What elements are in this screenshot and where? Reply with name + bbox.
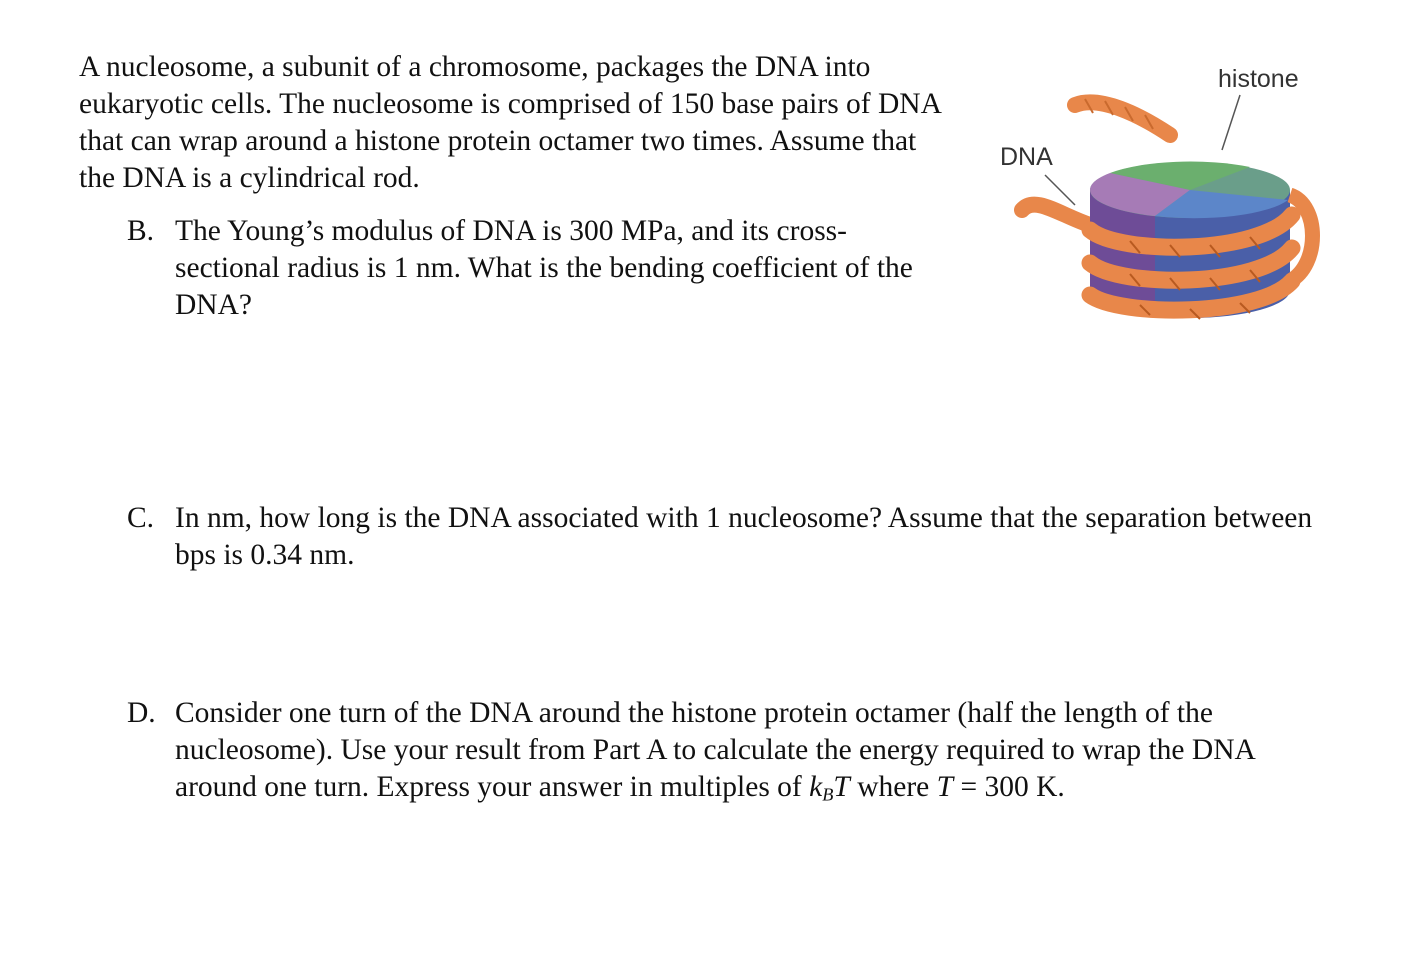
question-d-text	[175, 695, 1327, 814]
question-d	[127, 695, 1327, 814]
question-b-letter: B.	[127, 215, 155, 247]
histone-leader-line	[1222, 95, 1240, 150]
question-b-text: The Young’s modulus of DNA is 300 MPa, and its cross-sectional radius is 1 nm. What is the bending coefficient of the DNA?	[175, 215, 913, 321]
dna-label: DNA	[1000, 143, 1053, 171]
math-sub-b: B	[822, 784, 834, 805]
dna-tail-lower	[1022, 205, 1090, 225]
math-t2: T	[936, 771, 954, 803]
nucleosome-figure	[990, 55, 1350, 330]
question-c	[127, 500, 1327, 574]
intro-text: A nucleosome, a subunit of a chromosome, packages the DNA into eukaryotic cells. The nucleosome is comprised of 150 base pairs of DNA that can wrap around a histone protein octamer two times. Assume that the DNA is a cylindrical rod.	[79, 51, 941, 194]
question-d-text-before: Consider one turn of the DNA around the histone protein octamer (half the length of the nucleosome). Use your result from Part A to calculate the energy required to wrap the DNA around one turn. Express your answer in multiples of	[175, 697, 1255, 803]
math-kbt	[809, 771, 850, 803]
question-c-letter: C.	[127, 502, 155, 534]
math-k: k	[809, 771, 823, 803]
question-c-text: In nm, how long is the DNA associated with 1 nucleosome? Assume that the separation between bps is 0.34 nm.	[175, 502, 1313, 571]
question-d-text-where: where	[849, 771, 937, 803]
histone-label: histone	[1218, 65, 1299, 93]
question-d-letter: D.	[127, 697, 156, 729]
math-t: T	[833, 771, 850, 803]
question-b	[127, 213, 947, 324]
nucleosome-diagram	[990, 55, 1350, 330]
question-d-text-after: = 300 K.	[953, 771, 1065, 803]
intro-paragraph	[79, 49, 959, 197]
